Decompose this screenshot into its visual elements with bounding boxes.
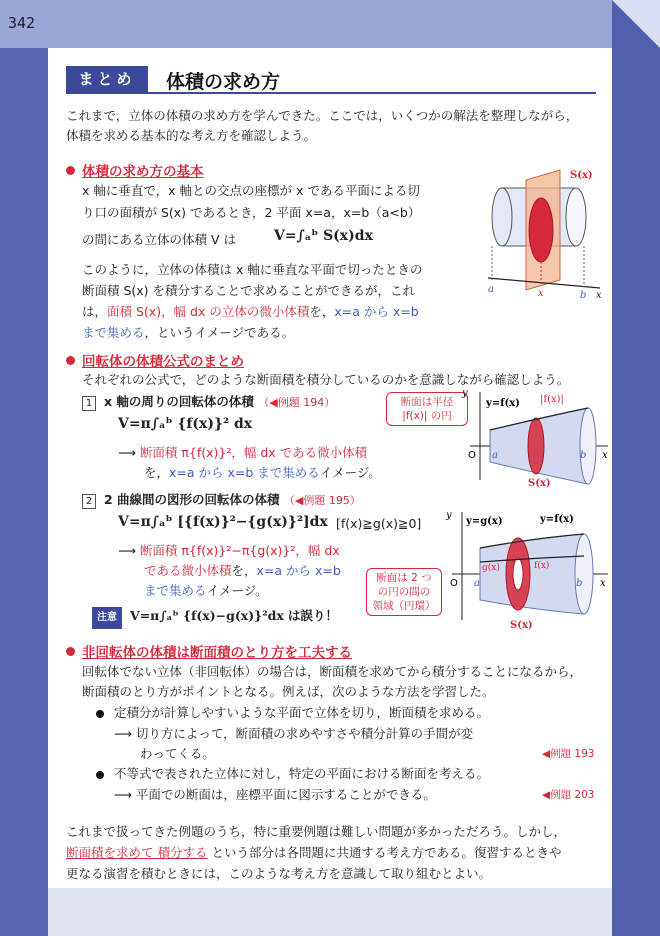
s1-line-2: り口の面積が S(x) であるとき，2 平面 x=a，x=b（a<b）	[82, 205, 421, 220]
item2-line-3: まで集めるイメージ。	[144, 583, 268, 598]
page-title: 体積の求め方	[166, 71, 281, 93]
slice-figure	[488, 168, 603, 301]
rotation-figure-2	[446, 508, 610, 631]
figure-label-a: a	[488, 284, 494, 295]
figure-axis-x: x	[596, 290, 602, 301]
item1-formula: V=π∫ₐᵇ {f(x)}² dx	[118, 416, 253, 432]
s3-line-1: 回転体でない立体（非回転体）の場合は，断面積を求めてから積分することになるから，	[82, 664, 583, 679]
x-axis-label: x	[602, 450, 608, 461]
right-band	[612, 0, 660, 936]
s3-line-2: 断面積のとり方がポイントとなる。例えば，次のような方法を学習した。	[82, 684, 495, 699]
s3-bullet-1: 定積分が計算しやすいような平面で立体を切り，断面積を求める。	[114, 705, 490, 720]
title-row	[66, 66, 596, 94]
volume-formula: V=∫ₐᵇ S(x)dx	[274, 228, 373, 244]
s1-para-line-3: は，面積 S(x)，幅 dx の立体の微小体積を，x=a から x=b	[82, 304, 419, 319]
caution-tag: 注意	[92, 607, 122, 629]
s2-lead: それぞれの公式で，どのような断面積を積分しているのかを意識しながら確認しよう。	[82, 372, 570, 387]
callout-disc: 断面は半径 |f(x)| の円	[386, 392, 468, 426]
callout-annulus: 断面は 2 つ の円の間の 領域（円環）	[366, 568, 442, 616]
section-heading-rotation: 回転体の体積公式のまとめ	[66, 350, 244, 370]
f-abs-label: f(x)	[534, 561, 550, 571]
gx-label: y=g(x)	[466, 516, 503, 527]
summary-tag: まとめ	[66, 66, 148, 92]
figure-label-x: x	[538, 288, 544, 299]
item2-heading: 2 2 曲線間の図形の回転体の体積 （◀例題 195）	[82, 490, 361, 509]
b-label: b	[576, 578, 583, 589]
s1-para-line-2: 断面積 S(x) を積分することで求めることができるが，これ	[82, 283, 416, 298]
item2-condition: [f(x)≧g(x)≧0]	[336, 516, 422, 531]
fx-abs-label: |f(x)|	[540, 394, 564, 405]
s3-bullet-1-sub-2: わってくる。	[140, 746, 215, 761]
s1-para-line-1: このように，立体の体積は x 軸に垂直な平面で切ったときの	[82, 262, 423, 277]
figure-label-b: b	[580, 290, 587, 301]
s3-bullet-2-sub: ⟶ 平面での断面は，座標平面に図示することができる。	[114, 787, 436, 802]
fx-label: y=f(x)	[486, 398, 520, 409]
item2-formula: V=π∫ₐᵇ [{f(x)}²−{g(x)}²]dx	[118, 514, 328, 530]
a-label: a	[492, 450, 498, 461]
s3-bullet-2: 不等式で表された立体に対し，特定の平面における断面を考える。	[114, 766, 490, 781]
closing-line-3: 更なる演習を積むときには，このような考え方を意識して取り組むとよい。	[66, 866, 492, 881]
s-label: S(x)	[528, 478, 551, 489]
s1-line-1: x 軸に垂直で，x 軸との交点の座標が x である平面による切	[82, 183, 420, 198]
item1-heading: 1 x 軸の周りの回転体の体積 （◀例題 194）	[82, 392, 335, 411]
s-label: S(x)	[510, 620, 533, 631]
fx-label: y=f(x)	[540, 514, 574, 525]
closing-line-1: これまで扱ってきた例題のうち，特に重要例題は難しい問題が多かっただろう。しかし，	[66, 824, 567, 839]
ref-example-203[interactable]: ◀例題 203	[542, 789, 595, 801]
section-heading-basics: 体積の求め方の基本	[66, 160, 204, 180]
section-heading-nonrotation: 非回転体の体積は断面積のとり方を工夫する	[66, 641, 352, 661]
closing-line-2: 断面積を求めて 積分する という部分は各問題に共通する考え方である。復習するときや	[66, 845, 562, 860]
axis-y-label: y	[462, 388, 468, 399]
item2-line-2: である微小体積を，x=a から x=b	[144, 563, 341, 578]
bullet-dot-icon	[66, 647, 75, 656]
origin-label: O	[468, 450, 476, 461]
caution-note: 注意 V=π∫ₐᵇ {f(x)−g(x)}²dx は誤り！	[92, 606, 338, 629]
item1-line-2: を，x=a から x=b まで集めるイメージ。	[144, 465, 381, 480]
bullet-dot-icon	[66, 166, 75, 175]
g-abs-label: g(x)	[482, 563, 500, 573]
a-label: a	[474, 578, 480, 589]
intro-line-2: 体積を求める基本的な考え方を確認しよう。	[66, 128, 317, 143]
axis-y-label: y	[446, 510, 452, 521]
content-sheet	[48, 48, 612, 888]
item2-line-1: ⟶ 断面積 π{f(x)}²−π{g(x)}²，幅 dx	[118, 543, 340, 558]
rotation-figure-1	[460, 388, 610, 488]
ref-example-193[interactable]: ◀例題 193	[542, 748, 595, 760]
x-axis-label: x	[600, 578, 606, 589]
s3-bullet-1-sub-1: ⟶ 切り方によって，断面積の求めやすさや積分計算の手間が変	[114, 726, 474, 741]
intro-line-1: これまで，立体の体積の求め方を学んできた。ここでは，いくつかの解法を整理しながら，	[66, 108, 579, 123]
b-label: b	[580, 450, 587, 461]
corner-fold	[612, 0, 660, 48]
bullet-icon	[96, 771, 104, 779]
bullet-icon	[96, 710, 104, 718]
s1-para-line-4: まで集める，というイメージである。	[82, 325, 295, 340]
page-number: 342	[8, 14, 36, 32]
s1-line-3: の間にある立体の体積 V は	[82, 232, 236, 247]
bullet-dot-icon	[66, 356, 75, 365]
item1-line-1: ⟶ 断面積 π{f(x)}²，幅 dx である微小体積	[118, 445, 368, 460]
left-band	[0, 48, 48, 936]
figure-label-s: S(x)	[570, 170, 593, 181]
top-band	[0, 0, 660, 48]
origin-label: O	[450, 578, 458, 589]
